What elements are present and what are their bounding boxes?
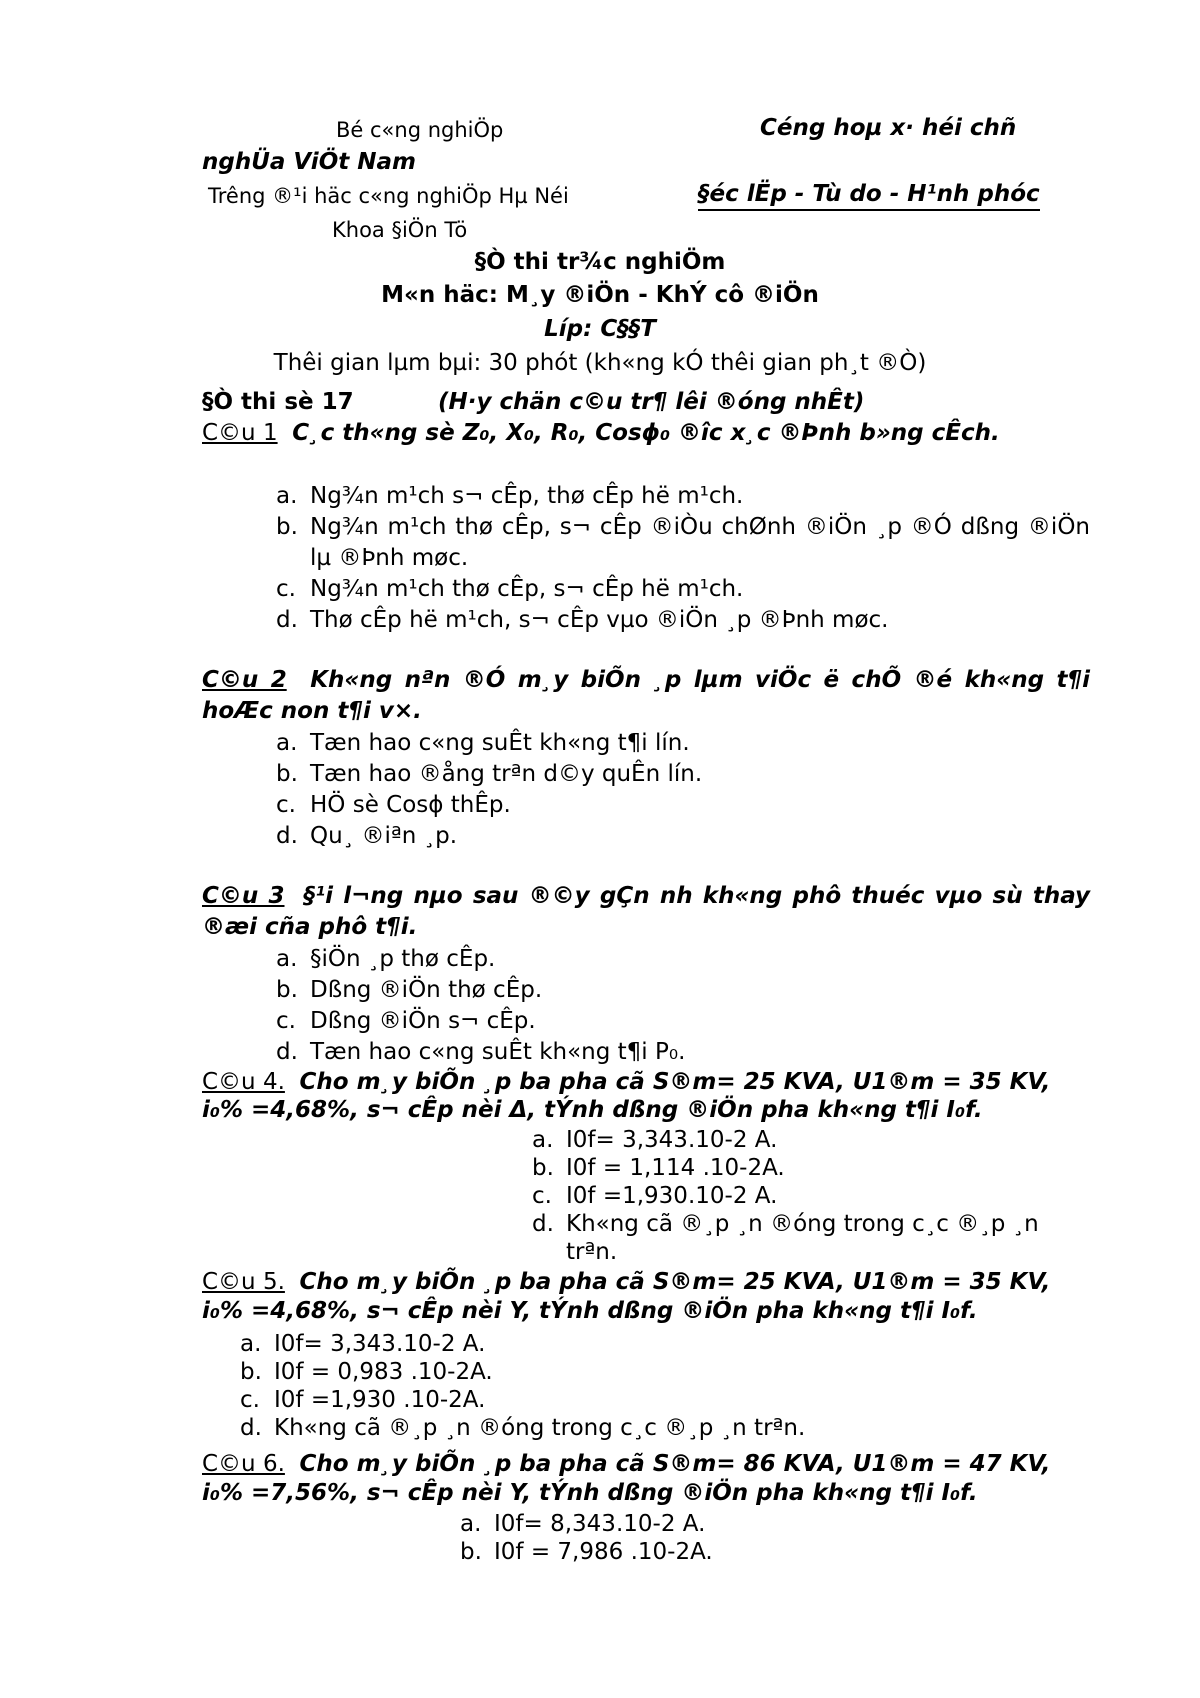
option-b[interactable]: b. Dßng ®iÖn thø cÊp. (276, 977, 543, 1003)
option-c[interactable]: c. HÖ sè Cosϕ thÊp. (276, 792, 511, 818)
exam-instruction: (H·y chän c©u tr¶ lêi ®óng nhÊt) (438, 389, 865, 415)
question-6-options (460, 1510, 1080, 1566)
question-label: C©u 4. (202, 1069, 285, 1095)
exam-number: §Ò thi sè 17 (202, 389, 354, 415)
question-2 (202, 665, 1090, 727)
question-label: C©u 3 (202, 883, 285, 909)
option-d[interactable]: d. Tæn hao c«ng suÊt kh«ng t¶i P₀. (276, 1039, 686, 1065)
option-c[interactable]: c. Dßng ®iÖn s¬ cÊp. (276, 1008, 536, 1034)
option-a[interactable]: a. I0f= 3,343.10-2 A. (240, 1331, 486, 1357)
ministry-name: Bé c«ng nghiÖp (336, 118, 504, 142)
question-5 (202, 1268, 1050, 1297)
faculty-name: Khoa §iÖn Tö (332, 218, 468, 242)
question-text: §¹i l¬ng nµo sau ®©y gÇn nh kh«ng phô thuéc vµo sù thay ®æi cña phô t¶i. (202, 883, 1090, 940)
option-a[interactable]: a. §iÖn ¸p thø cÊp. (276, 946, 496, 972)
option-b[interactable]: b. Tæn hao ®ång trªn d©y quÊn lín. (276, 761, 703, 787)
option-c[interactable]: c. Ng¾n m¹ch thø cÊp, s¬ cÊp hë m¹ch. (276, 576, 744, 602)
question-label: C©u 1 (202, 420, 278, 446)
exam-title: §Ò thi tr¾c nghiÖm (474, 249, 726, 275)
question-5-options (240, 1330, 1090, 1442)
national-motto: §éc lËp - Tù do - H¹nh phóc (698, 181, 1040, 211)
option-d[interactable]: d. Kh«ng cã ®¸p ¸n ®óng trong c¸c ®¸p ¸n trªn. (532, 1211, 1039, 1265)
exam-class: Líp: C§§T (544, 316, 656, 342)
question-label: C©u 5. (202, 1269, 285, 1295)
option-a[interactable]: a. Ng¾n m¹ch s¬ cÊp, thø cÊp hë m¹ch. (276, 483, 744, 509)
option-a[interactable]: a. Tæn hao c«ng suÊt kh«ng t¶i lín. (276, 730, 690, 756)
republic-title-cont: nghÜa ViÖt Nam (202, 149, 416, 175)
question-5-line2: i₀% =4,68%, s¬ cÊp nèi Y, tÝnh dßng ®iÖn pha kh«ng t¶i I₀f. (202, 1298, 978, 1324)
exam-subject: M«n häc: M¸y ®iÖn - KhÝ cô ®iÖn (381, 282, 819, 308)
question-text: C¸c th«ng sè Z₀, X₀, R₀, Cosϕ₀ ®îc x¸c ®Þnh b»ng cÊch. (292, 420, 1000, 446)
question-1-options (276, 481, 1090, 636)
question-1 (202, 418, 1090, 449)
exam-time: Thêi gian lµm bµi: 30 phót (kh«ng kÓ thêi gian ph¸t ®Ò) (273, 350, 927, 376)
option-b[interactable]: b. I0f = 0,983 .10-2A. (240, 1359, 493, 1385)
question-label: C©u 2 (202, 667, 287, 693)
question-2-options (276, 728, 1090, 852)
question-label: C©u 6. (202, 1451, 285, 1477)
question-3 (202, 881, 1090, 943)
option-b[interactable]: b. Ng¾n m¹ch thø cÊp, s¬ cÊp ®iÒu chØnh ®iÖn ¸p ®Ó dßng ®iÖn lµ ®Þnh møc. (276, 514, 1090, 571)
option-c[interactable]: c. I0f =1,930 .10-2A. (240, 1387, 486, 1413)
option-c[interactable]: c. I0f =1,930.10-2 A. (532, 1183, 778, 1209)
option-a[interactable]: a. I0f= 8,343.10-2 A. (460, 1511, 706, 1537)
question-text-line1: Cho m¸y biÕn ¸p ba pha cã S®m= 25 KVA, U1®m = 35 KV, (299, 1069, 1051, 1095)
option-d[interactable]: d. Thø cÊp hë m¹ch, s¬ cÊp vµo ®iÖn ¸p ®Þnh møc. (276, 607, 889, 633)
option-a[interactable]: a. I0f= 3,343.10-2 A. (532, 1127, 778, 1153)
university-name: Trêng ®¹i häc c«ng nghiÖp Hµ Néi (208, 184, 569, 208)
question-4 (202, 1068, 1050, 1097)
option-b[interactable]: b. I0f = 1,114 .10-2A. (532, 1155, 785, 1181)
question-text-line1: Cho m¸y biÕn ¸p ba pha cã S®m= 25 KVA, U1®m = 35 KV, (299, 1269, 1051, 1295)
question-6-line2: i₀% =7,56%, s¬ cÊp nèi Y, tÝnh dßng ®iÖn pha kh«ng t¶i I₀f. (202, 1480, 978, 1506)
question-text: Kh«ng nªn ®Ó m¸y biÕn ¸p lµm viÖc ë chÕ ®é kh«ng t¶i hoÆc non t¶i v×. (202, 667, 1091, 724)
question-6 (202, 1450, 1050, 1479)
republic-title: Céng hoµ x· héi chñ (760, 115, 1017, 141)
option-d[interactable]: d. Kh«ng cã ®¸p ¸n ®óng trong c¸c ®¸p ¸n trªn. (240, 1415, 806, 1441)
option-b[interactable]: b. I0f = 7,986 .10-2A. (460, 1539, 713, 1565)
question-text-line1: Cho m¸y biÕn ¸p ba pha cã S®m= 86 KVA, U1®m = 47 KV, (299, 1451, 1051, 1477)
question-4-options (532, 1126, 1080, 1266)
question-4-line2: i₀% =4,68%, s¬ cÊp nèi Δ, tÝnh dßng ®iÖn pha kh«ng t¶i I₀f. (202, 1097, 983, 1123)
question-3-options (276, 944, 1090, 1068)
option-d[interactable]: d. Qu¸ ®iªn ¸p. (276, 823, 458, 849)
